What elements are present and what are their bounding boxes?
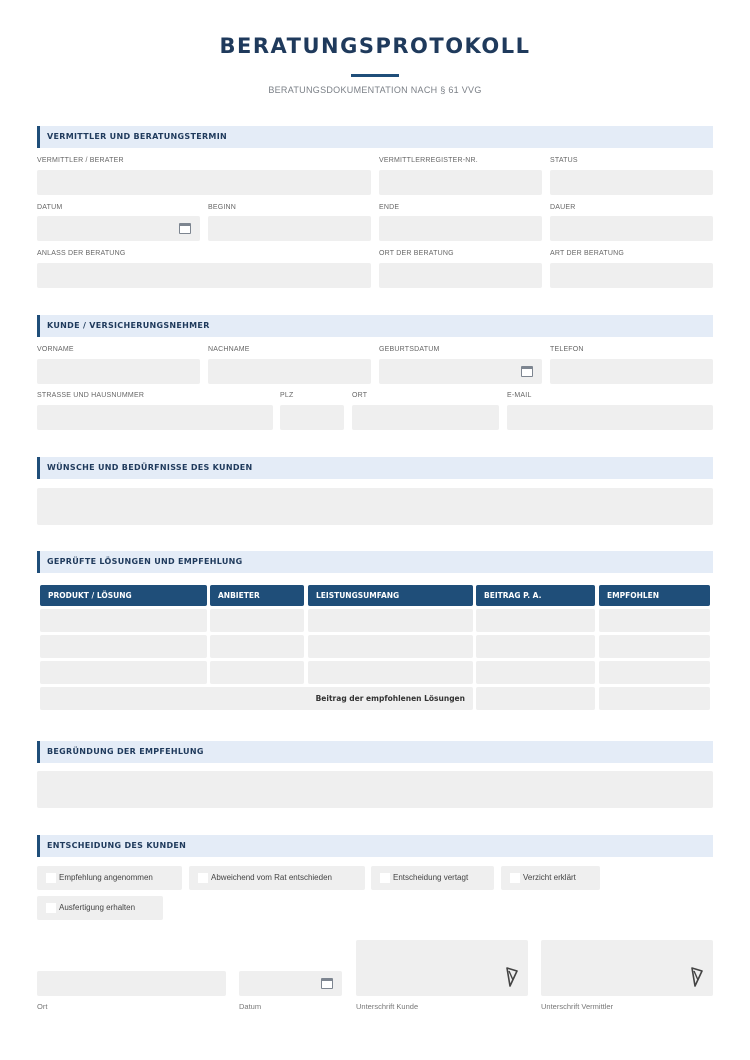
label-telefon: TELEFON bbox=[550, 346, 584, 353]
document-subtitle: BERATUNGSDOKUMENTATION NACH § 61 VVG bbox=[268, 85, 482, 95]
section-header-wuensche bbox=[37, 457, 713, 479]
label-ort-beratung: ORT DER BERATUNG bbox=[379, 250, 454, 257]
section-title: WÜNSCHE UND BEDÜRFNISSE DES KUNDEN bbox=[47, 463, 253, 472]
dauer-field[interactable] bbox=[550, 216, 713, 241]
register-field[interactable] bbox=[379, 170, 542, 195]
label-email: E-MAIL bbox=[507, 392, 532, 399]
label-art: ART DER BERATUNG bbox=[550, 250, 624, 257]
section-header-kunde bbox=[37, 315, 713, 337]
calendar-icon[interactable] bbox=[521, 366, 533, 377]
strasse-field[interactable] bbox=[37, 405, 273, 430]
section-header-begruendung bbox=[37, 741, 713, 763]
calendar-icon[interactable] bbox=[321, 978, 333, 989]
section-title: ENTSCHEIDUNG DES KUNDEN bbox=[47, 841, 187, 850]
label-vermittler: VERMITTLER / BERATER bbox=[37, 157, 124, 164]
checkbox-icon[interactable] bbox=[380, 873, 390, 883]
checkbox-icon[interactable] bbox=[46, 873, 56, 883]
table-cell[interactable] bbox=[40, 635, 207, 658]
column-header-anbieter: ANBIETER bbox=[210, 585, 304, 606]
table-cell[interactable] bbox=[308, 661, 473, 684]
ort-beratung-field[interactable] bbox=[379, 263, 542, 288]
label-footer-datum: Datum bbox=[239, 1002, 262, 1011]
table-cell[interactable] bbox=[599, 661, 710, 684]
title-divider bbox=[351, 74, 399, 77]
total-label: Beitrag der empfohlenen Lösungen bbox=[315, 694, 465, 703]
ort-signature-field[interactable] bbox=[37, 971, 226, 996]
wuensche-textarea[interactable] bbox=[37, 488, 713, 525]
label-footer-ort: Ort bbox=[37, 1002, 48, 1011]
signature-kunde-field[interactable] bbox=[356, 940, 528, 996]
nachname-field[interactable] bbox=[208, 359, 371, 384]
table-cell[interactable] bbox=[476, 609, 595, 632]
checkbox-ausfertigung[interactable]: Ausfertigung erhalten bbox=[37, 896, 163, 920]
section-title: VERMITTLER UND BERATUNGSTERMIN bbox=[47, 132, 227, 141]
pen-icon bbox=[690, 967, 704, 987]
label-anlass: ANLASS DER BERATUNG bbox=[37, 250, 126, 257]
checkbox-verzicht[interactable]: Verzicht erklärt bbox=[501, 866, 600, 890]
table-cell[interactable] bbox=[210, 609, 304, 632]
checkbox-icon[interactable] bbox=[510, 873, 520, 883]
label-geburtsdatum: GEBURTSDATUM bbox=[379, 346, 440, 353]
table-total-label-cell bbox=[40, 687, 473, 710]
section-title: BEGRÜNDUNG DER EMPFEHLUNG bbox=[47, 747, 204, 756]
table-cell[interactable] bbox=[476, 635, 595, 658]
table-cell[interactable] bbox=[599, 609, 710, 632]
geburtsdatum-field[interactable] bbox=[379, 359, 542, 384]
plz-field[interactable] bbox=[280, 405, 344, 430]
document-title: BERATUNGSPROTOKOLL bbox=[219, 34, 531, 58]
total-empfohlen-cell[interactable] bbox=[599, 687, 710, 710]
table-cell[interactable] bbox=[308, 635, 473, 658]
pen-icon bbox=[505, 967, 519, 987]
table-cell[interactable] bbox=[599, 635, 710, 658]
status-field[interactable] bbox=[550, 170, 713, 195]
section-title: KUNDE / VERSICHERUNGSNEHMER bbox=[47, 321, 210, 330]
label-signature-kunde: Unterschrift Kunde bbox=[356, 1002, 419, 1011]
column-header-empfohlen: EMPFOHLEN bbox=[599, 585, 710, 606]
ende-field[interactable] bbox=[379, 216, 542, 241]
telefon-field[interactable] bbox=[550, 359, 713, 384]
table-cell[interactable] bbox=[210, 635, 304, 658]
label-ort: ORT bbox=[352, 392, 368, 399]
checkbox-vertagt[interactable]: Entscheidung vertagt bbox=[371, 866, 494, 890]
ort-field[interactable] bbox=[352, 405, 499, 430]
anlass-field[interactable] bbox=[37, 263, 371, 288]
column-header-leistungsumfang: LEISTUNGSUMFANG bbox=[308, 585, 473, 606]
table-cell[interactable] bbox=[40, 609, 207, 632]
table-cell[interactable] bbox=[476, 661, 595, 684]
calendar-icon[interactable] bbox=[179, 223, 191, 234]
checkbox-icon[interactable] bbox=[46, 903, 56, 913]
signature-vermittler-field[interactable] bbox=[541, 940, 713, 996]
column-header-produkt: PRODUKT / LÖSUNG bbox=[40, 585, 207, 606]
section-header-loesungen bbox=[37, 551, 713, 573]
checkbox-empfehlung-angenommen[interactable]: Empfehlung angenommen bbox=[37, 866, 182, 890]
label-beginn: BEGINN bbox=[208, 204, 237, 211]
section-header-entscheidung bbox=[37, 835, 713, 857]
table-cell[interactable] bbox=[308, 609, 473, 632]
label-signature-vermittler: Unterschrift Vermittler bbox=[541, 1002, 614, 1011]
email-field[interactable] bbox=[507, 405, 713, 430]
datum-signature-field[interactable] bbox=[239, 971, 342, 996]
label-nachname: NACHNAME bbox=[208, 346, 250, 353]
label-ende: ENDE bbox=[379, 204, 400, 211]
art-field[interactable] bbox=[550, 263, 713, 288]
label-status: STATUS bbox=[550, 157, 578, 164]
vorname-field[interactable] bbox=[37, 359, 200, 384]
total-beitrag-cell[interactable] bbox=[476, 687, 595, 710]
beginn-field[interactable] bbox=[208, 216, 371, 241]
column-header-beitrag: BEITRAG P. A. bbox=[476, 585, 595, 606]
checkbox-abweichend[interactable]: Abweichend vom Rat entschieden bbox=[189, 866, 365, 890]
label-vorname: VORNAME bbox=[37, 346, 74, 353]
vermittler-field[interactable] bbox=[37, 170, 371, 195]
datum-field[interactable] bbox=[37, 216, 200, 241]
begruendung-textarea[interactable] bbox=[37, 771, 713, 808]
section-header-vermittler bbox=[37, 126, 713, 148]
section-title: GEPRÜFTE LÖSUNGEN UND EMPFEHLUNG bbox=[47, 557, 243, 566]
table-cell[interactable] bbox=[210, 661, 304, 684]
label-dauer: DAUER bbox=[550, 204, 576, 211]
label-plz: PLZ bbox=[280, 392, 294, 399]
label-datum: DATUM bbox=[37, 204, 63, 211]
checkbox-icon[interactable] bbox=[198, 873, 208, 883]
label-register: VERMITTLERREGISTER-NR. bbox=[379, 157, 478, 164]
table-cell[interactable] bbox=[40, 661, 207, 684]
label-strasse: STRASSE UND HAUSNUMMER bbox=[37, 392, 145, 399]
